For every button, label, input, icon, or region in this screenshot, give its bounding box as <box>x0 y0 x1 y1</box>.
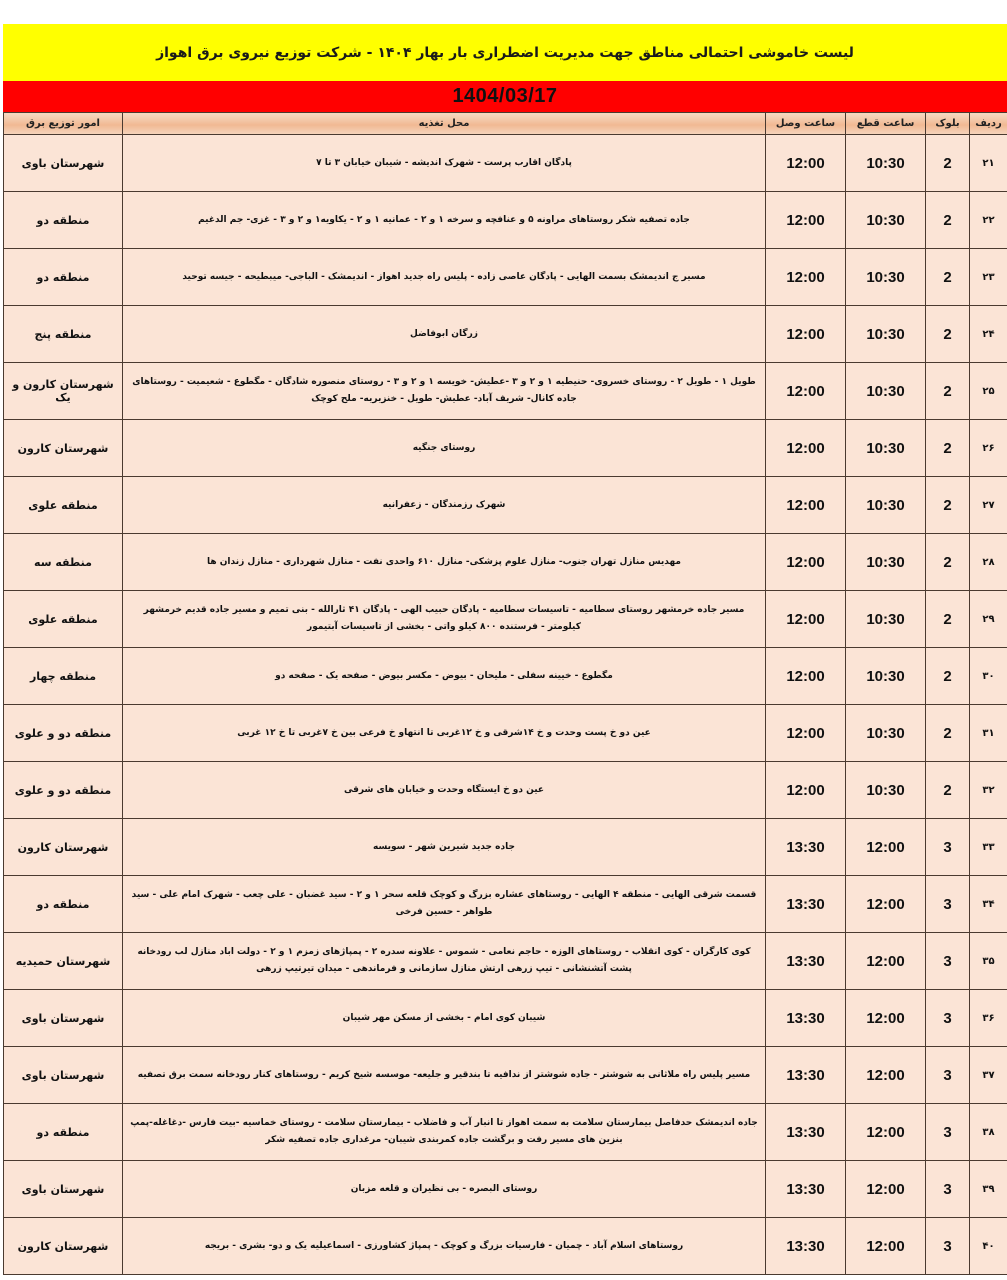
row-number-cell: ۳۲ <box>970 762 1007 819</box>
row-number-cell: ۳۷ <box>970 1047 1007 1104</box>
cut-time-cell: 12:00 <box>846 1218 926 1275</box>
cut-time-cell: 10:30 <box>846 591 926 648</box>
distribution-area-cell: شهرستان کارون <box>4 819 123 876</box>
block-number-cell: 2 <box>926 534 970 591</box>
connect-time-cell: 12:00 <box>766 477 846 534</box>
block-number-cell: 2 <box>926 762 970 819</box>
feed-location-cell: عین دو خ ایستگاه وحدت و خیابان های شرقی <box>123 762 766 819</box>
row-number-cell: ۳۴ <box>970 876 1007 933</box>
distribution-area-cell: منطقه پنج <box>4 306 123 363</box>
block-number-cell: 3 <box>926 1161 970 1218</box>
feed-location-cell: شیبان کوی امام - بخشی از مسکن مهر شیبان <box>123 990 766 1047</box>
row-number-cell: ۴۰ <box>970 1218 1007 1275</box>
table-row <box>4 306 1007 363</box>
block-number-cell: 2 <box>926 249 970 306</box>
distribution-area-cell: شهرستان حمیدیه <box>4 933 123 990</box>
cut-time-cell: 10:30 <box>846 249 926 306</box>
distribution-area-cell: منطقه دو <box>4 192 123 249</box>
connect-time-cell: 13:30 <box>766 933 846 990</box>
distribution-area-cell: منطقه علوی <box>4 591 123 648</box>
feed-location-cell: جاده اندیمشک حدفاصل بیمارستان سلامت به سمت اهواز تا انبار آب و فاضلاب - بیمارستان سلامت - روستای خماسیه -بیت فارس -دغاغله-پمپ بنزین های مسیر رفت و برگشت جاده کمربندی شیبان- مرغداری جاده تصفیه شکر <box>123 1104 766 1161</box>
connect-time-cell: 12:00 <box>766 249 846 306</box>
table-row <box>4 363 1007 420</box>
connect-time-cell: 13:30 <box>766 819 846 876</box>
feed-location-cell: عین دو خ پست وحدت و خ ۱۴شرقی و خ ۱۲غربی تا انتهاو خ فرعی بین خ ۷غربی تا خ ۱۲ غربی <box>123 705 766 762</box>
feed-location-cell: کوی کارگران - کوی انقلاب - روستاهای الوزه - حاجم نعامی - شموس - علاونه سدره ۲ - پمپاژهای زمزم ۱ و ۲ - دولت اباد منازل لب رودخانه پشت آتشنشانی - تیپ زرهی ارتش منازل سازمانی و فرماندهی - میدان تیرتیپ زرهی <box>123 933 766 990</box>
row-number-cell: ۲۶ <box>970 420 1007 477</box>
cut-time-cell: 12:00 <box>846 876 926 933</box>
row-number-cell: ۳۸ <box>970 1104 1007 1161</box>
cut-time-cell: 10:30 <box>846 762 926 819</box>
column-header-distribution-area: امور توزیع برق <box>4 113 123 135</box>
row-number-cell: ۳۱ <box>970 705 1007 762</box>
distribution-area-cell: شهرستان باوی <box>4 1047 123 1104</box>
row-number-cell: ۲۳ <box>970 249 1007 306</box>
table-row <box>4 762 1007 819</box>
table-row <box>4 705 1007 762</box>
outage-schedule-table <box>3 112 1007 1275</box>
table-row <box>4 933 1007 990</box>
feed-location-cell: طویل ۱ - طویل ۲ - روستای خسروی- حنیطیه ۱ و ۲ و ۳ -عطیش- خویسه ۱ و ۲ و ۳ - روستای منصوره شادگان - مگطوع - شعیمیت - روستاهای جاده کانال- شریف آباد- عطیش- طویل - خنزیریه- ملح کوچک <box>123 363 766 420</box>
document-title: لیست خاموشی احتمالی مناطق جهت مدیریت اضطراری بار بهار ۱۴۰۴ - شرکت توزیع نیروی برق اهواز <box>156 44 854 61</box>
distribution-area-cell: منطقه دو <box>4 1104 123 1161</box>
table-row <box>4 648 1007 705</box>
cut-time-cell: 10:30 <box>846 534 926 591</box>
distribution-area-cell: منطقه سه <box>4 534 123 591</box>
row-number-cell: ۳۳ <box>970 819 1007 876</box>
connect-time-cell: 12:00 <box>766 648 846 705</box>
table-row <box>4 1161 1007 1218</box>
feed-location-cell: مهدیس منازل تهران جنوب- منازل علوم پزشکی- منازل ۶۱۰ واحدی نفت - منازل شهرداری - منازل زندان ها <box>123 534 766 591</box>
column-header-location: محل تغذیه <box>123 113 766 135</box>
cut-time-cell: 12:00 <box>846 1104 926 1161</box>
row-number-cell: ۳۹ <box>970 1161 1007 1218</box>
connect-time-cell: 13:30 <box>766 990 846 1047</box>
block-number-cell: 3 <box>926 1047 970 1104</box>
cut-time-cell: 10:30 <box>846 306 926 363</box>
row-number-cell: ۲۸ <box>970 534 1007 591</box>
row-number-cell: ۲۹ <box>970 591 1007 648</box>
column-header-cut-time: ساعت قطع <box>846 113 926 135</box>
feed-location-cell: جاده تصفیه شکر روستاهای مراونه ۵ و عنافچه و سرخه ۱ و ۲ - عمانیه ۱ و ۲ - یکاویه۱ و ۲ و ۳ - غزی- جم الدغیم <box>123 192 766 249</box>
table-row <box>4 1218 1007 1275</box>
cut-time-cell: 10:30 <box>846 477 926 534</box>
connect-time-cell: 13:30 <box>766 876 846 933</box>
table-row <box>4 1047 1007 1104</box>
distribution-area-cell: شهرستان باوی <box>4 1161 123 1218</box>
feed-location-cell: روستای البصره - بی نظیران و قلعه مزبان <box>123 1161 766 1218</box>
schedule-date: 1404/03/17 <box>452 85 558 107</box>
connect-time-cell: 13:30 <box>766 1047 846 1104</box>
connect-time-cell: 12:00 <box>766 192 846 249</box>
row-number-cell: ۳۵ <box>970 933 1007 990</box>
connect-time-cell: 12:00 <box>766 762 846 819</box>
block-number-cell: 3 <box>926 1218 970 1275</box>
cut-time-cell: 10:30 <box>846 648 926 705</box>
block-number-cell: 2 <box>926 306 970 363</box>
feed-location-cell: پادگان اقارب پرست - شهرک اندیشه - شیبان خیابان ۳ تا ۷ <box>123 135 766 192</box>
block-number-cell: 2 <box>926 648 970 705</box>
distribution-area-cell: شهرستان باوی <box>4 990 123 1047</box>
feed-location-cell: مسیر پلیس راه ملاثانی به شوشتر - جاده شوشتر از ندافیه تا بندقیر و جلیعه- موسسه شیخ کریم - روستاهای کنار رودخانه سمت برق تصفیه <box>123 1047 766 1104</box>
cut-time-cell: 12:00 <box>846 933 926 990</box>
cut-time-cell: 10:30 <box>846 705 926 762</box>
distribution-area-cell: شهرستان کارون <box>4 420 123 477</box>
feed-location-cell: مسیر جاده خرمشهر روستای سطامیه - تاسیسات سطامیه - پادگان حبیب الهی - پادگان ۴۱ ثارالله - بنی تمیم و مسیر جاده قدیم خرمشهر کیلومتر - فرستنده ۸۰۰ کیلو واتی - بخشی از تاسیسات آبتیمور <box>123 591 766 648</box>
row-number-cell: ۳۰ <box>970 648 1007 705</box>
connect-time-cell: 12:00 <box>766 135 846 192</box>
feed-location-cell: شهرک رزمندگان - زعفرانیه <box>123 477 766 534</box>
row-number-cell: ۲۵ <box>970 363 1007 420</box>
cut-time-cell: 10:30 <box>846 420 926 477</box>
feed-location-cell: روستاهای اسلام آباد - چمیان - فارسیات بزرگ و کوچک - پمپاژ کشاورزی - اسماعیلیه یک و دو- بشری - بریجه <box>123 1218 766 1275</box>
feed-location-cell: مگطوع - خیینه سفلی - ملیحان - بیوض - مکسر بیوض - صفحه یک - صفحه دو <box>123 648 766 705</box>
table-row <box>4 192 1007 249</box>
column-header-row-number: ردیف <box>970 113 1007 135</box>
block-number-cell: 2 <box>926 591 970 648</box>
cut-time-cell: 10:30 <box>846 363 926 420</box>
distribution-area-cell: منطقه علوی <box>4 477 123 534</box>
connect-time-cell: 12:00 <box>766 420 846 477</box>
date-banner <box>3 81 1007 112</box>
table-row <box>4 477 1007 534</box>
connect-time-cell: 13:30 <box>766 1104 846 1161</box>
feed-location-cell: روستای جنگیه <box>123 420 766 477</box>
row-number-cell: ۲۲ <box>970 192 1007 249</box>
distribution-area-cell: منطقه دو و علوی <box>4 762 123 819</box>
table-row <box>4 819 1007 876</box>
connect-time-cell: 12:00 <box>766 363 846 420</box>
feed-location-cell: قسمت شرقی الهایی - منطقه ۴ الهایی - روستاهای عشاره بزرگ و کوچک قلعه سحر ۱ و ۲ - سید غضبان - علی چعب - شهرک امام علی - سید طواهر - حسین فرخی <box>123 876 766 933</box>
block-number-cell: 2 <box>926 135 970 192</box>
connect-time-cell: 12:00 <box>766 534 846 591</box>
cut-time-cell: 12:00 <box>846 1047 926 1104</box>
cut-time-cell: 12:00 <box>846 819 926 876</box>
cut-time-cell: 10:30 <box>846 135 926 192</box>
block-number-cell: 2 <box>926 420 970 477</box>
block-number-cell: 3 <box>926 876 970 933</box>
table-row <box>4 1104 1007 1161</box>
row-number-cell: ۳۶ <box>970 990 1007 1047</box>
block-number-cell: 3 <box>926 1104 970 1161</box>
distribution-area-cell: شهرستان کارون و یک <box>4 363 123 420</box>
feed-location-cell: جاده جدید شیرین شهر - سویسه <box>123 819 766 876</box>
block-number-cell: 2 <box>926 192 970 249</box>
column-header-connect-time: ساعت وصل <box>766 113 846 135</box>
connect-time-cell: 12:00 <box>766 306 846 363</box>
block-number-cell: 3 <box>926 990 970 1047</box>
table-row <box>4 420 1007 477</box>
block-number-cell: 3 <box>926 933 970 990</box>
distribution-area-cell: منطقه چهار <box>4 648 123 705</box>
connect-time-cell: 13:30 <box>766 1161 846 1218</box>
table-row <box>4 249 1007 306</box>
block-number-cell: 2 <box>926 363 970 420</box>
cut-time-cell: 12:00 <box>846 1161 926 1218</box>
connect-time-cell: 13:30 <box>766 1218 846 1275</box>
feed-location-cell: زرگان ابوفاضل <box>123 306 766 363</box>
table-row <box>4 876 1007 933</box>
distribution-area-cell: منطقه دو <box>4 249 123 306</box>
distribution-area-cell: شهرستان کارون <box>4 1218 123 1275</box>
feed-location-cell: مسیر ج اندیمشک بسمت الهایی - پادگان عاصی زاده - پلیس راه جدید اهواز - اندیمشک - الباجی- میبطیحه - جیسه توحید <box>123 249 766 306</box>
distribution-area-cell: منطقه دو و علوی <box>4 705 123 762</box>
document-title-banner <box>3 24 1007 81</box>
table-row <box>4 591 1007 648</box>
block-number-cell: 2 <box>926 705 970 762</box>
block-number-cell: 2 <box>926 477 970 534</box>
cut-time-cell: 12:00 <box>846 990 926 1047</box>
connect-time-cell: 12:00 <box>766 591 846 648</box>
table-row <box>4 135 1007 192</box>
table-row <box>4 990 1007 1047</box>
distribution-area-cell: منطقه دو <box>4 876 123 933</box>
cut-time-cell: 10:30 <box>846 192 926 249</box>
table-header-row <box>4 113 1007 135</box>
block-number-cell: 3 <box>926 819 970 876</box>
row-number-cell: ۲۱ <box>970 135 1007 192</box>
connect-time-cell: 12:00 <box>766 705 846 762</box>
row-number-cell: ۲۷ <box>970 477 1007 534</box>
distribution-area-cell: شهرستان باوی <box>4 135 123 192</box>
column-header-block: بلوک <box>926 113 970 135</box>
row-number-cell: ۲۴ <box>970 306 1007 363</box>
table-row <box>4 534 1007 591</box>
